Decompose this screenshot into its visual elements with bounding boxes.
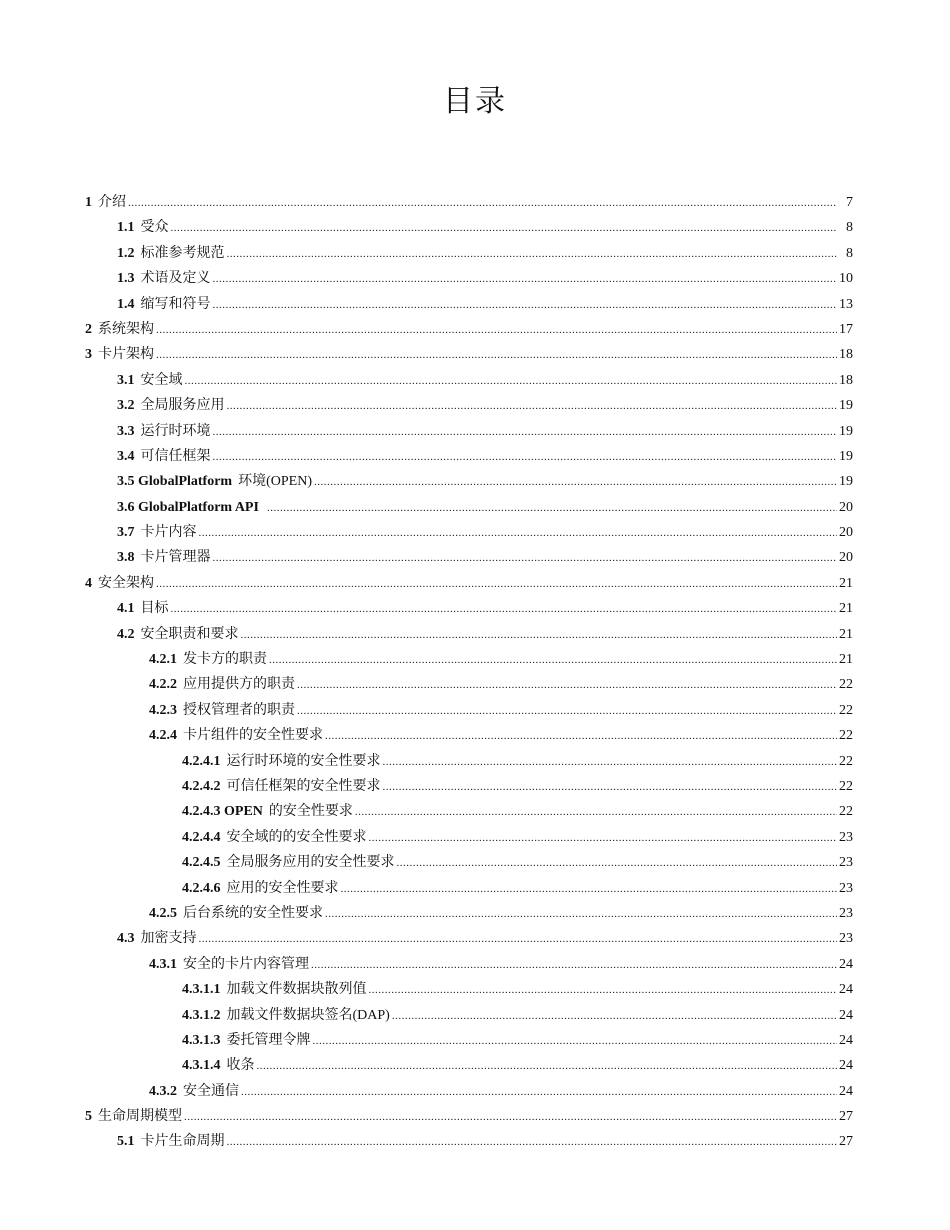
toc-entry[interactable] [0,698,950,723]
toc-entry-number: 4.2.4.2 [182,778,221,794]
toc-leader-dots [297,698,837,724]
toc-leader-dots [325,723,837,749]
toc-entry-label: 后台系统的安全性要求 [183,905,323,921]
table-of-contents [0,190,950,1155]
toc-leader-dots [241,622,838,648]
toc-entry-page: 23 [839,905,853,921]
toc-entry-label: 可信任框架的安全性要求 [226,778,381,794]
toc-leader-dots [213,419,838,445]
toc-leader-dots [171,215,838,241]
toc-entry-label: 委托管理令牌 [226,1032,311,1048]
toc-entry-label: 生命周期模型 [98,1109,182,1125]
toc-leader-dots [213,444,838,470]
toc-leader-dots [128,190,837,216]
toc-entry-number: 4.2.4.5 [182,855,221,871]
toc-entry-page: 27 [839,1109,853,1125]
toc-leader-dots [257,1053,838,1079]
toc-entry-number: 1 [85,195,92,210]
toc-entry-label: 卡片管理器 [140,550,211,566]
toc-entry-number: 4.3.1.4 [182,1058,221,1074]
toc-entry-label: 授权管理者的职责 [183,702,295,718]
toc-leader-dots [313,1028,838,1054]
toc-entry-label: 加载文件数据块散列值 [226,982,367,998]
toc-entry-page: 24 [839,956,853,972]
toc-entry-number: 4.2.5 [149,905,177,921]
toc-leader-dots [269,647,837,673]
toc-entry-page: 18 [839,347,853,363]
toc-entry-page: 19 [839,398,853,414]
toc-entry[interactable] [0,241,950,266]
toc-leader-dots [156,342,837,368]
toc-entry-label: 目标 [140,601,169,617]
page-title: 目录 [443,85,507,118]
toc-entry[interactable] [0,952,950,977]
toc-entry-page: 10 [839,271,853,287]
toc-entry-label: 运行时环境 [140,423,211,439]
toc-entry-label: 全局服务应用的安全性要求 [226,855,395,871]
toc-entry-page: 8 [846,245,853,261]
toc-entry-page: 22 [839,778,853,794]
toc-entry-label: 加载文件数据块签名(DAP) [226,1007,390,1023]
toc-entry-page: 7 [846,195,853,210]
toc-entry-page: 20 [839,499,853,515]
toc-entry-label: 卡片内容 [140,525,197,541]
toc-entry[interactable] [0,723,950,748]
toc-entry[interactable] [0,1003,950,1028]
toc-entry-page: 24 [839,1032,853,1048]
toc-entry[interactable] [0,622,950,647]
toc-entry[interactable] [0,774,950,799]
toc-entry-label: 发卡方的职责 [183,652,267,668]
toc-entry-label: 安全域 [140,372,183,388]
toc-entry-page: 21 [839,601,853,617]
toc-entry-number: 1.3 [117,271,135,287]
toc-entry[interactable] [0,1028,950,1053]
toc-entry[interactable] [0,342,950,367]
toc-entry-page: 22 [839,804,853,820]
toc-entry[interactable] [0,1129,950,1154]
toc-entry[interactable] [0,901,950,926]
toc-entry-number: 4.2.4 [149,728,177,744]
toc-leader-dots [227,1129,838,1155]
toc-leader-dots [171,596,838,622]
toc-entry[interactable] [0,317,950,342]
toc-entry[interactable] [0,672,950,697]
toc-entry[interactable] [0,571,950,596]
toc-entry-number: 4.2.4.4 [182,829,221,845]
toc-entry-page: 22 [839,728,853,744]
toc-entry-number: 4.2.3 [149,702,177,718]
toc-entry[interactable] [0,444,950,469]
toc-entry-page: 13 [839,296,853,312]
toc-entry-number: 4.2.4.1 [182,753,221,769]
toc-leader-dots [267,495,837,521]
toc-entry-page: 18 [839,372,853,388]
toc-leader-dots [213,266,838,292]
toc-entry-number: 4.3.1 [149,956,177,972]
toc-entry-number: 4.2.4.3 OPEN [182,804,263,820]
toc-entry[interactable] [0,596,950,621]
toc-leader-dots [241,1079,837,1105]
toc-entry-number: 4.3.1.2 [182,1007,221,1023]
toc-entry-number: 1.1 [117,220,135,236]
toc-entry-page: 8 [846,220,853,236]
toc-entry[interactable] [0,1053,950,1078]
toc-entry-page: 22 [839,753,853,769]
toc-leader-dots [355,799,837,825]
toc-entry-page: 21 [839,652,853,668]
toc-entry-number: 4 [85,575,92,591]
toc-leader-dots [156,571,837,597]
toc-entry[interactable] [0,977,950,1002]
toc-entry-label: 应用的安全性要求 [226,880,339,896]
toc-entry-label: 介绍 [98,195,126,210]
toc-entry[interactable] [0,1104,950,1129]
toc-entry-page: 22 [839,677,853,693]
toc-entry-number: 5.1 [117,1134,135,1150]
toc-entry-label: 卡片架构 [98,347,154,363]
toc-leader-dots [184,1104,837,1130]
toc-entry-number: 4.3 [117,931,135,947]
toc-entry[interactable] [0,545,950,570]
toc-entry-label: 系统架构 [98,321,154,337]
toc-entry-number: 4.2.2 [149,677,177,693]
toc-entry[interactable] [0,926,950,951]
toc-entry-number: 3.4 [117,448,135,464]
toc-entry[interactable] [0,215,950,240]
toc-entry-label: 加密支持 [140,931,197,947]
toc-entry-page: 24 [839,1007,853,1023]
toc-entry-label: 术语及定义 [140,271,211,287]
toc-entry[interactable] [0,520,950,545]
toc-entry-label: 受众 [140,220,169,236]
toc-entry-number: 1.4 [117,296,135,312]
toc-entry-number: 1.2 [117,245,135,261]
toc-entry-page: 23 [839,855,853,871]
toc-entry-label: 安全通信 [183,1083,239,1099]
toc-entry-number: 2 [85,321,92,337]
toc-leader-dots [325,901,837,927]
toc-entry-label: 收条 [226,1058,255,1074]
toc-entry[interactable] [0,825,950,850]
toc-leader-dots [383,774,838,800]
toc-entry-label: 全局服务应用 [140,398,225,414]
toc-entry[interactable] [0,393,950,418]
toc-entry[interactable] [0,368,950,393]
toc-leader-dots [156,317,837,343]
toc-leader-dots [341,876,838,902]
toc-leader-dots [199,520,838,546]
toc-leader-dots [383,749,838,775]
toc-entry-label: 安全的卡片内容管理 [183,956,309,972]
toc-leader-dots [185,368,838,394]
toc-entry[interactable] [0,495,950,520]
toc-leader-dots [392,1003,837,1029]
toc-entry-label: 应用提供方的职责 [183,677,295,693]
toc-entry-page: 23 [839,931,853,947]
toc-entry-number: 3.1 [117,372,135,388]
toc-entry-label: 运行时环境的安全性要求 [226,753,381,769]
toc-entry-page: 27 [839,1134,853,1150]
toc-entry-number: 4.2.4.6 [182,880,221,896]
toc-entry-label: 安全架构 [98,575,154,591]
toc-entry[interactable] [0,190,950,215]
toc-entry-number: 4.2.1 [149,652,177,668]
toc-leader-dots [213,545,838,571]
toc-entry-page: 22 [839,702,853,718]
toc-entry-number: 3.5 GlobalPlatform [117,474,233,490]
toc-entry-page: 23 [839,880,853,896]
toc-entry[interactable] [0,292,950,317]
toc-entry[interactable] [0,266,950,291]
toc-entry-label: 卡片组件的安全性要求 [183,728,323,744]
toc-entry-page: 19 [839,474,853,490]
toc-leader-dots [297,672,837,698]
toc-entry[interactable] [0,749,950,774]
toc-entry[interactable] [0,799,950,824]
toc-entry-number: 3 [85,347,92,363]
toc-entry[interactable] [0,876,950,901]
toc-entry-number: 4.1 [117,601,135,617]
toc-entry-page: 23 [839,829,853,845]
toc-entry[interactable] [0,647,950,672]
toc-entry-number: 3.3 [117,423,135,439]
toc-leader-dots [213,292,838,318]
toc-entry[interactable] [0,1079,950,1104]
toc-entry-label: 环境(OPEN) [238,474,312,490]
toc-entry-label: 标准参考规范 [140,245,225,261]
toc-entry-number: 4.2 [117,626,135,642]
toc-entry-number: 3.7 [117,525,135,541]
toc-leader-dots [227,393,838,419]
toc-entry-number: 3.2 [117,398,135,414]
toc-leader-dots [227,241,838,267]
toc-entry-label: 安全域的的安全性要求 [226,829,367,845]
toc-entry[interactable] [0,469,950,494]
toc-entry-page: 19 [839,448,853,464]
toc-leader-dots [311,952,837,978]
toc-entry-label: 可信任框架 [140,448,211,464]
toc-leader-dots [369,977,838,1003]
toc-entry-number: 3.8 [117,550,135,566]
toc-entry-label: 缩写和符号 [140,296,211,312]
toc-entry-page: 21 [839,626,853,642]
toc-entry-page: 17 [839,321,853,337]
toc-entry-page: 24 [839,1083,853,1099]
toc-entry-label: 卡片生命周期 [140,1134,225,1150]
toc-leader-dots [397,850,838,876]
toc-leader-dots [199,926,838,952]
toc-entry-page: 21 [839,575,853,591]
toc-entry-number: 4.3.1.1 [182,982,221,998]
toc-entry-page: 20 [839,525,853,541]
toc-entry-page: 19 [839,423,853,439]
toc-entry-number: 4.3.2 [149,1083,177,1099]
toc-entry[interactable] [0,850,950,875]
toc-entry-number: 3.6 GlobalPlatform API [117,499,259,515]
toc-leader-dots [369,825,838,851]
toc-entry-number: 4.3.1.3 [182,1032,221,1048]
toc-entry-page: 20 [839,550,853,566]
toc-entry-label: 的安全性要求 [268,804,353,820]
toc-entry-page: 24 [839,1058,853,1074]
toc-entry-label: 安全职责和要求 [140,626,239,642]
toc-entry[interactable] [0,419,950,444]
toc-entry-page: 24 [839,982,853,998]
toc-leader-dots [314,469,837,495]
toc-entry-number: 5 [85,1109,92,1125]
